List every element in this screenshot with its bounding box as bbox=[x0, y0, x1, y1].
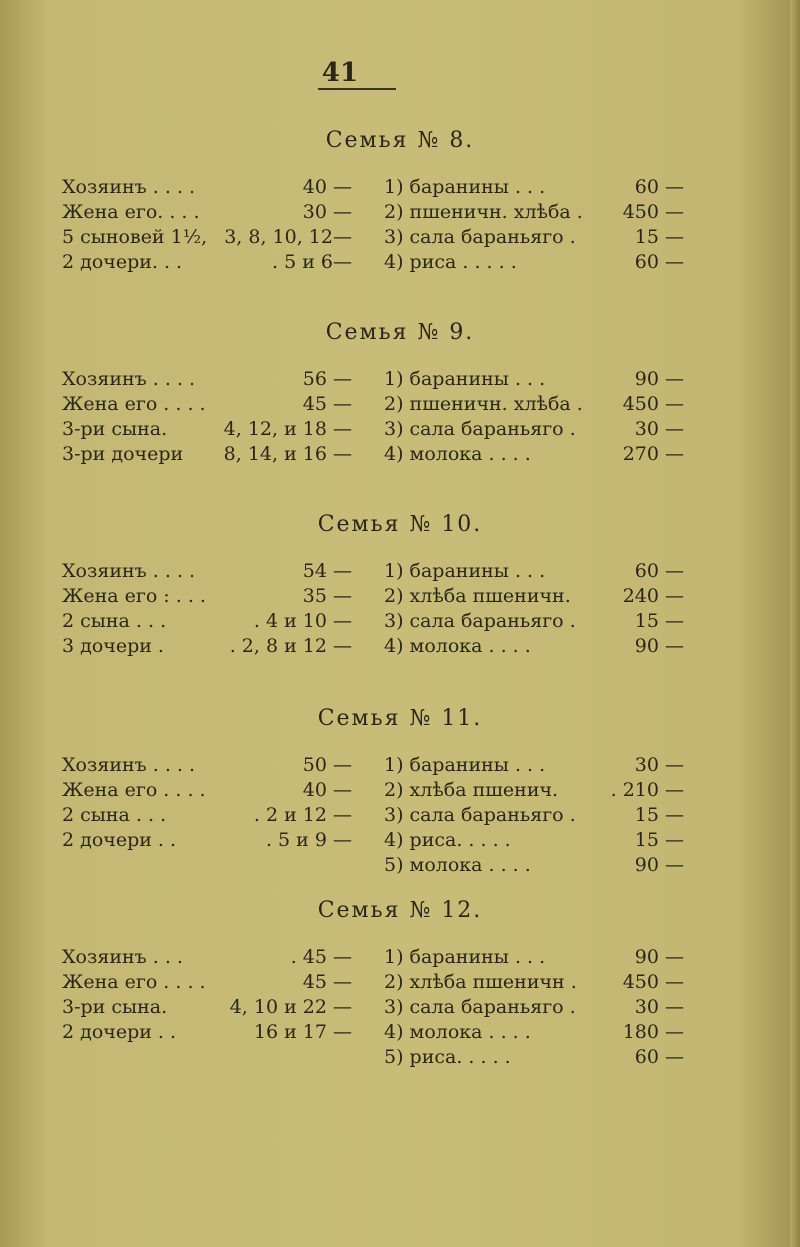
supply-row-label: 4) риса . . . . . bbox=[384, 251, 517, 273]
member-row-label: Хозяинъ . . . . bbox=[62, 176, 196, 198]
supplies-list bbox=[384, 946, 684, 1071]
supply-row-value: 180 — bbox=[622, 1021, 684, 1043]
supplies-list bbox=[384, 754, 684, 879]
member-row-label: Жена его . . . . bbox=[62, 971, 206, 993]
header-rule bbox=[318, 88, 396, 90]
supply-row bbox=[384, 779, 684, 804]
supply-row-label: 2) хлѣба пшеничн . bbox=[384, 971, 577, 993]
member-row bbox=[62, 443, 352, 468]
members-list bbox=[62, 176, 352, 276]
supply-row-label: 4) молока . . . . bbox=[384, 635, 531, 657]
supply-row bbox=[384, 393, 684, 418]
supply-row bbox=[384, 854, 684, 879]
supply-row-label: 2) пшеничн. хлѣба . bbox=[384, 393, 583, 415]
supply-row-label: 1) баранины . . . bbox=[384, 368, 546, 390]
member-row-label: 5 сыновей 1½, bbox=[62, 226, 208, 248]
members-list bbox=[62, 560, 352, 660]
supply-row-value: 450 — bbox=[622, 393, 684, 415]
supply-row-label: 1) баранины . . . bbox=[384, 176, 546, 198]
supply-row-value: 15 — bbox=[634, 829, 684, 851]
member-row-value: 45 — bbox=[302, 971, 352, 993]
supply-row-value: 30 — bbox=[634, 996, 684, 1018]
supply-row-label: 5) риса. . . . . bbox=[384, 1046, 511, 1068]
supply-row-value: 450 — bbox=[622, 971, 684, 993]
supply-row-label: 2) пшеничн. хлѣба . bbox=[384, 201, 583, 223]
member-row bbox=[62, 829, 352, 854]
supply-row bbox=[384, 368, 684, 393]
supplies-list bbox=[384, 560, 684, 660]
supply-row-label: 1) баранины . . . bbox=[384, 754, 546, 776]
member-row-label: Хозяинъ . . . . bbox=[62, 560, 196, 582]
supply-row-value: 60 — bbox=[634, 560, 684, 582]
member-row bbox=[62, 393, 352, 418]
supply-row bbox=[384, 443, 684, 468]
member-row-value: 45 — bbox=[302, 393, 352, 415]
supply-row-label: 2) хлѣба пшенич. bbox=[384, 779, 559, 801]
supply-row-value: 90 — bbox=[634, 946, 684, 968]
member-row-label: 2 сына . . . bbox=[62, 804, 167, 826]
supply-row-label: 1) баранины . . . bbox=[384, 946, 546, 968]
member-row bbox=[62, 1021, 352, 1046]
member-row-value: 50 — bbox=[302, 754, 352, 776]
supply-row bbox=[384, 176, 684, 201]
supply-row bbox=[384, 418, 684, 443]
member-row-label: 2 дочери . . bbox=[62, 829, 177, 851]
supply-row bbox=[384, 585, 684, 610]
supply-row-value: 90 — bbox=[634, 854, 684, 876]
supply-row-label: 3) сала бараньяго . bbox=[384, 610, 576, 632]
member-row-value: 40 — bbox=[302, 779, 352, 801]
supply-row-label: 3) сала бараньяго . bbox=[384, 226, 576, 248]
member-row-value: 3, 8, 10, 12— bbox=[224, 226, 352, 248]
member-row-label: 3 дочери . bbox=[62, 635, 164, 657]
supply-row-value: 240 — bbox=[622, 585, 684, 607]
member-row bbox=[62, 635, 352, 660]
member-row bbox=[62, 368, 352, 393]
member-row bbox=[62, 176, 352, 201]
member-row-label: 2 дочери. . . bbox=[62, 251, 183, 273]
member-row-value: 35 — bbox=[302, 585, 352, 607]
supply-row-label: 4) риса. . . . . bbox=[384, 829, 511, 851]
member-row bbox=[62, 946, 352, 971]
members-list bbox=[62, 946, 352, 1046]
member-row bbox=[62, 610, 352, 635]
supply-row bbox=[384, 804, 684, 829]
supply-row bbox=[384, 251, 684, 276]
supply-row-value: 30 — bbox=[634, 754, 684, 776]
member-row-value: . 2, 8 и 12 — bbox=[229, 635, 352, 657]
member-row-value: . 45 — bbox=[290, 946, 352, 968]
supply-row-value: 450 — bbox=[622, 201, 684, 223]
member-row-value: 8, 14, и 16 — bbox=[223, 443, 352, 465]
member-row-value: 54 — bbox=[302, 560, 352, 582]
supply-row-label: 2) хлѣба пшеничн. bbox=[384, 585, 571, 607]
supply-row-value: 15 — bbox=[634, 226, 684, 248]
supply-row-value: 90 — bbox=[634, 635, 684, 657]
supply-row bbox=[384, 1021, 684, 1046]
supply-row bbox=[384, 201, 684, 226]
member-row-label: 2 сына . . . bbox=[62, 610, 167, 632]
supply-row bbox=[384, 996, 684, 1021]
supply-row-value: 270 — bbox=[622, 443, 684, 465]
member-row-label: Хозяинъ . . . . bbox=[62, 368, 196, 390]
supply-row bbox=[384, 829, 684, 854]
family-title: Семья № 12. bbox=[317, 898, 483, 923]
member-row-value: . 5 и 9 — bbox=[265, 829, 352, 851]
supply-row-value: 60 — bbox=[634, 176, 684, 198]
supply-row-label: 3) сала бараньяго . bbox=[384, 804, 576, 826]
member-row-label: Жена его . . . . bbox=[62, 779, 206, 801]
member-row-value: 30 — bbox=[302, 201, 352, 223]
supply-row-label: 3) сала бараньяго . bbox=[384, 418, 576, 440]
supply-row-label: 4) молока . . . . bbox=[384, 443, 531, 465]
member-row bbox=[62, 804, 352, 829]
supply-row-label: 5) молока . . . . bbox=[384, 854, 531, 876]
member-row bbox=[62, 226, 352, 251]
supply-row-value: 30 — bbox=[634, 418, 684, 440]
family-title: Семья № 11. bbox=[317, 706, 483, 731]
member-row bbox=[62, 418, 352, 443]
member-row bbox=[62, 585, 352, 610]
member-row-label: 3-ри сына. bbox=[62, 996, 168, 1018]
member-row-label: 3-ри дочери bbox=[62, 443, 184, 465]
member-row-label: Жена его : . . . bbox=[62, 585, 206, 607]
supply-row-value: . 210 — bbox=[610, 779, 684, 801]
family-title: Семья № 9. bbox=[325, 320, 475, 345]
supply-row bbox=[384, 560, 684, 585]
member-row-label: Жена его. . . . bbox=[62, 201, 200, 223]
family-title: Семья № 10. bbox=[317, 512, 483, 537]
member-row-value: . 4 и 10 — bbox=[253, 610, 352, 632]
member-row-label: Жена его . . . . bbox=[62, 393, 206, 415]
member-row-value: 4, 10 и 22 — bbox=[229, 996, 352, 1018]
supply-row bbox=[384, 635, 684, 660]
page-number: 41 bbox=[321, 58, 359, 88]
supply-row bbox=[384, 971, 684, 996]
supply-row bbox=[384, 610, 684, 635]
member-row-value: . 5 и 6— bbox=[272, 251, 352, 273]
member-row bbox=[62, 754, 352, 779]
member-row bbox=[62, 560, 352, 585]
member-row-value: . 2 и 12 — bbox=[253, 804, 352, 826]
member-row-value: 56 — bbox=[302, 368, 352, 390]
member-row bbox=[62, 251, 352, 276]
member-row bbox=[62, 201, 352, 226]
member-row-label: 2 дочери . . bbox=[62, 1021, 177, 1043]
supply-row-value: 90 — bbox=[634, 368, 684, 390]
supplies-list bbox=[384, 368, 684, 468]
supplies-list bbox=[384, 176, 684, 276]
member-row-label: Хозяинъ . . . bbox=[62, 946, 183, 968]
supply-row bbox=[384, 226, 684, 251]
supply-row-value: 60 — bbox=[634, 251, 684, 273]
family-title: Семья № 8. bbox=[325, 128, 475, 153]
member-row-value: 16 и 17 — bbox=[253, 1021, 352, 1043]
supply-row-value: 60 — bbox=[634, 1046, 684, 1068]
member-row-label: 3-ри сына. bbox=[62, 418, 168, 440]
page-edge bbox=[790, 0, 800, 1247]
member-row-value: 40 — bbox=[302, 176, 352, 198]
supply-row bbox=[384, 1046, 684, 1071]
member-row bbox=[62, 996, 352, 1021]
supply-row-value: 15 — bbox=[634, 804, 684, 826]
supply-row bbox=[384, 946, 684, 971]
supply-row bbox=[384, 754, 684, 779]
member-row bbox=[62, 779, 352, 804]
member-row-value: 4, 12, и 18 — bbox=[223, 418, 352, 440]
supply-row-label: 1) баранины . . . bbox=[384, 560, 546, 582]
member-row bbox=[62, 971, 352, 996]
members-list bbox=[62, 754, 352, 854]
members-list bbox=[62, 368, 352, 468]
supply-row-label: 3) сала бараньяго . bbox=[384, 996, 576, 1018]
supply-row-label: 4) молока . . . . bbox=[384, 1021, 531, 1043]
member-row-label: Хозяинъ . . . . bbox=[62, 754, 196, 776]
supply-row-value: 15 — bbox=[634, 610, 684, 632]
